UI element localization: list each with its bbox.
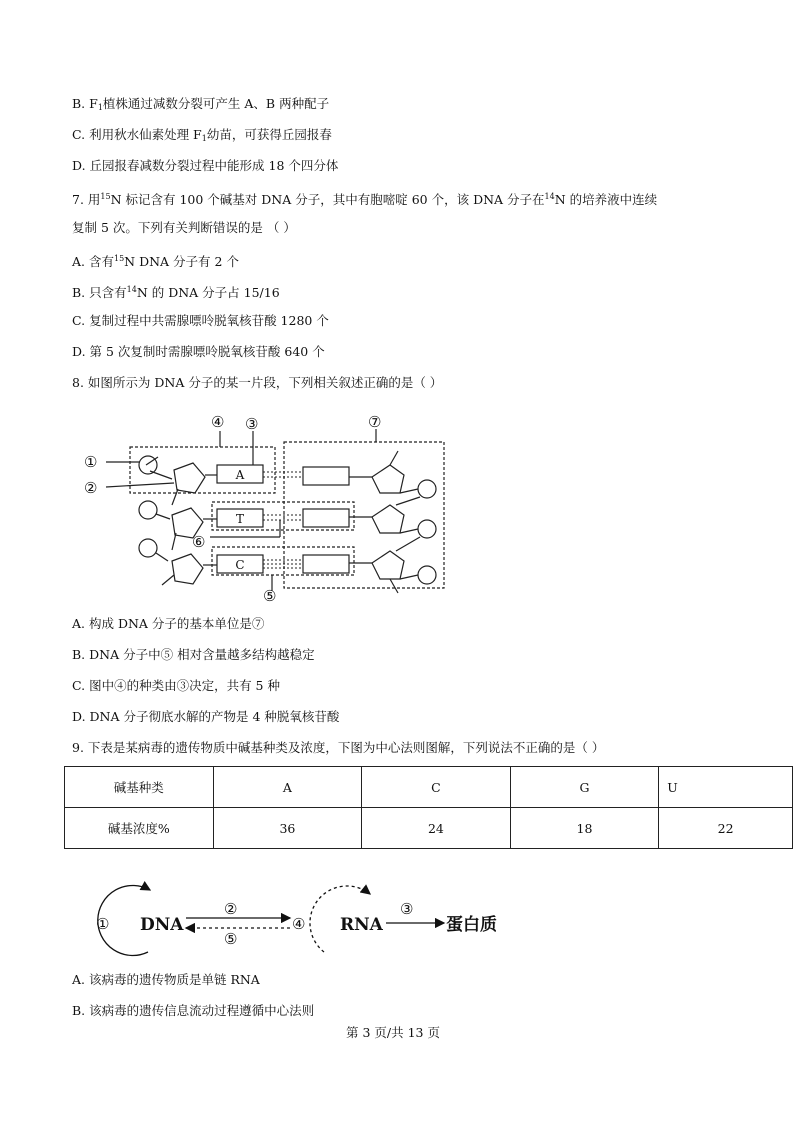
q8-option-b: B. DNA 分子中⑤ 相对含量越多结构越稳定 <box>72 647 315 662</box>
base-c-letter: C <box>235 558 245 572</box>
q6-option-c-subscript: 1 <box>201 134 207 143</box>
q7-stem-line1 <box>72 189 657 208</box>
phosphate-left-3 <box>139 539 157 557</box>
node-dna: DNA <box>140 915 184 935</box>
label-1: ① <box>96 915 110 933</box>
q7-option-b-text-rest: N 的 DNA 分子占 15/16 <box>136 285 280 300</box>
phosphate-1 <box>139 456 157 474</box>
base-t-letter: T <box>235 512 245 526</box>
q7-stem-sup-14: 14 <box>544 192 555 201</box>
table-row <box>65 808 793 849</box>
q6-option-c-text: C. 利用秋水仙素处理 F <box>72 127 202 142</box>
q7-option-a-text-rest: N DNA 分子有 2 个 <box>124 254 239 269</box>
q6-option-c-text-rest: 幼苗，可获得丘园报春 <box>206 127 332 142</box>
deoxyribose-left-3 <box>172 554 203 584</box>
dna-structure-figure <box>80 405 460 605</box>
q6-option-b-text: B. F <box>72 96 98 111</box>
label-3: ③ <box>245 415 259 433</box>
q7-option-a <box>72 251 239 270</box>
box-base-pair-5-c <box>212 547 354 575</box>
box-base-pair-5-t <box>212 502 354 530</box>
q7-stem-sup-15: 15 <box>100 192 111 201</box>
table-cell: 18 <box>510 808 659 849</box>
q7-option-d: D. 第 5 次复制时需腺嘌呤脱氧核苷酸 640 个 <box>72 344 325 359</box>
label-2: ② <box>84 479 98 497</box>
q7-option-b-sup: 14 <box>126 285 137 294</box>
q6-option-c <box>72 127 332 147</box>
q8-option-c: C. 图中④的种类由③决定，共有 5 种 <box>72 678 280 693</box>
table-row <box>65 767 793 808</box>
deoxyribose-right-2 <box>372 505 404 533</box>
table-header-cell: A <box>213 767 362 808</box>
base-right-3 <box>303 555 349 573</box>
q7-option-b <box>72 282 280 301</box>
table-header-cell: 碱基种类 <box>65 767 214 808</box>
label-5: ⑤ <box>263 587 277 605</box>
table-header-cell: C <box>362 767 511 808</box>
phosphate-left-2 <box>139 501 157 519</box>
q7-stem-text-a: 7. 用 <box>72 192 101 207</box>
base-concentration-table <box>64 766 793 849</box>
central-dogma-diagram <box>88 876 508 966</box>
phosphate-right-2 <box>418 520 436 538</box>
label-6: ⑥ <box>192 533 206 551</box>
phosphate-right-1 <box>418 480 436 498</box>
table-cell: 24 <box>362 808 511 849</box>
table-cell: 22 <box>659 808 793 849</box>
label-3: ③ <box>400 900 414 918</box>
table-cell: 碱基浓度% <box>65 808 214 849</box>
q7-option-b-text: B. 只含有 <box>72 285 127 300</box>
q6-option-b-subscript: 1 <box>97 103 103 112</box>
label-7: ⑦ <box>368 413 382 431</box>
base-right-2 <box>303 509 349 527</box>
table-cell: 36 <box>213 808 362 849</box>
label-2: ② <box>224 900 238 918</box>
q9-option-a: A. 该病毒的遗传物质是单链 RNA <box>72 972 260 987</box>
q7-option-c: C. 复制过程中共需腺嘌呤脱氧核苷酸 1280 个 <box>72 313 329 328</box>
label-5: ⑤ <box>224 930 238 948</box>
q9-stem: 9. 下表是某病毒的遗传物质中碱基种类及浓度，下图为中心法则图解，下列说法不正确的是（ ） <box>72 740 605 755</box>
label-4: ④ <box>292 915 306 933</box>
label-4: ④ <box>211 413 225 431</box>
table-header-cell: G <box>510 767 659 808</box>
q7-stem-line2: 复制 5 次。下列有关判断错误的是 （ ） <box>72 220 296 235</box>
q8-option-d: D. DNA 分子彻底水解的产物是 4 种脱氧核苷酸 <box>72 709 340 724</box>
phosphate-right-3 <box>418 566 436 584</box>
deoxyribose-right-1 <box>372 465 404 493</box>
deoxyribose-2 <box>174 463 205 493</box>
q6-option-b <box>72 96 329 116</box>
node-rna: RNA <box>340 915 383 935</box>
base-a-letter: A <box>235 468 245 482</box>
q8-stem: 8. 如图所示为 DNA 分子的某一片段，下列相关叙述正确的是（ ） <box>72 375 443 390</box>
q6-option-b-text-rest: 植株通过减数分裂可产生 A、B 两种配子 <box>102 96 330 111</box>
q7-stem-text-b: N 标记含有 100 个碱基对 DNA 分子，其中有胞嘧啶 60 个，该 DNA 分子在 <box>110 192 545 207</box>
q7-option-a-text: A. 含有 <box>72 254 114 269</box>
box-nucleotide-7 <box>284 442 444 588</box>
page-footer: 第 3 页/共 13 页 <box>346 1025 440 1040</box>
q7-stem-text-c: N 的培养液中连续 <box>554 192 658 207</box>
q8-option-a: A. 构成 DNA 分子的基本单位是⑦ <box>72 616 265 631</box>
base-right-1 <box>303 467 349 485</box>
q7-option-a-sup: 15 <box>113 254 125 263</box>
deoxyribose-right-3 <box>372 551 404 579</box>
label-1: ① <box>84 453 98 471</box>
q9-option-b: B. 该病毒的遗传信息流动过程遵循中心法则 <box>72 1003 315 1018</box>
table-header-cell: U <box>659 767 793 808</box>
node-protein: 蛋白质 <box>446 915 497 935</box>
q6-option-d: D. 丘园报春减数分裂过程中能形成 18 个四分体 <box>72 158 339 173</box>
